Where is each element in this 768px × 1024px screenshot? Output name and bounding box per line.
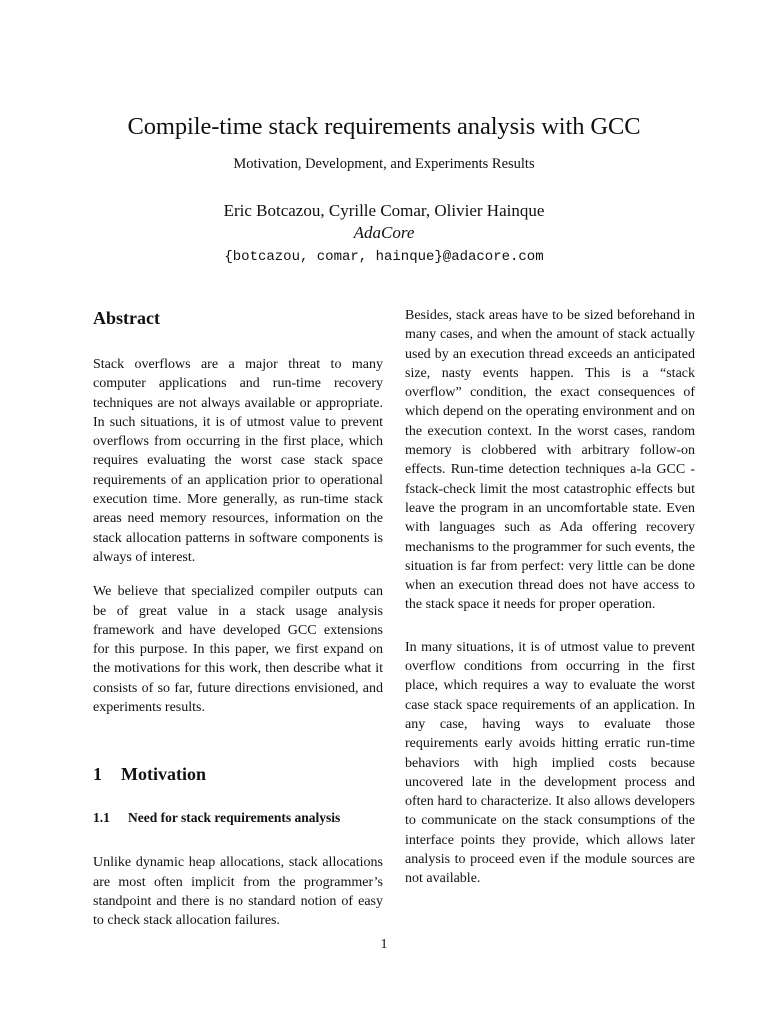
abstract-paragraph-1: Stack overflows are a major threat to many computer applications and run-time recovery techniques are not always available or appropriate. In such situations, it is of utmost value to prevent overflows from occurring in the first place, which requires evaluating the worst case stack space requirements of an application prior to operational execution time. More generally, as run-time stack areas need memory resources, information on the stack allocation patterns in software components is always of interest. [93, 357, 383, 565]
affiliation: AdaCore [353, 223, 415, 242]
subsection-1-1-title: Need for stack requirements analysis [128, 810, 341, 826]
abstract-paragraph-2: We believe that specialized compiler outputs can be of great value in a stack usage analysis framework and have developed GCC extensions for this purpose. In this paper, we first expand on the motivations for this work, then describe what it consists of so far, future directions envisioned, and experiments results. [93, 584, 383, 716]
paper-title: Compile-time stack requirements analysis with GCC [127, 113, 641, 140]
right-paragraph-2: In many situations, it is of utmost value to prevent overflow conditions from occurring in the first place, which requires a way to evaluate the worst case stack space requirements of an application. In any case, having ways to evaluate those requirements early avoids hitting erratic run-time behaviors with high implied costs because uncovered late in the development process and often hard to characterize. It also allows developers to communicate on the stack consumptions of the interface points they provide, which allows later analysis to proceed even if the module sources are not available. [405, 639, 695, 887]
left-column [93, 306, 383, 931]
subsection-1-1-heading [93, 809, 383, 827]
subsection-1-1-number: 1.1 [93, 810, 110, 826]
right-paragraph-1: Besides, stack areas have to be sized beforehand in many cases, and when the amount of stack actually used by an execution thread exceeds an anticipated size, nasty events happen. This is a “stack overflow” condition, the exact consequences of which depend on the operating environment and on the execution context. In the worst cases, random memory is clobbered with arbitrary follow-on effects. Run-time detection techniques a-la GCC -fstack-check limit the most catastrophic effects but leave the program in an uncomfortable state. Even with languages such as Ada offering recovery mechanisms to the programmer for such events, the situation is far from perfect: very little can be done when an execution thread does not have access to the stack space it needs for proper operation. [405, 308, 695, 613]
author-list: Eric Botcazou, Cyrille Comar, Olivier Hainque [223, 201, 545, 220]
section-1-heading [93, 762, 383, 786]
abstract-heading: Abstract [93, 308, 160, 328]
page-number: 1 [380, 937, 388, 952]
paper-subtitle: Motivation, Development, and Experiments Results [233, 156, 535, 172]
section-1-number: 1 [93, 764, 102, 785]
section-1-title: Motivation [121, 764, 206, 785]
subsection-1-1-paragraph-1: Unlike dynamic heap allocations, stack allocations are most often implicit from the programmer’s standpoint and there is no standard notion of easy to check stack allocation failures. [93, 855, 383, 929]
author-emails: {botcazou, comar, hainque}@adacore.com [224, 249, 544, 265]
right-column [405, 306, 695, 889]
